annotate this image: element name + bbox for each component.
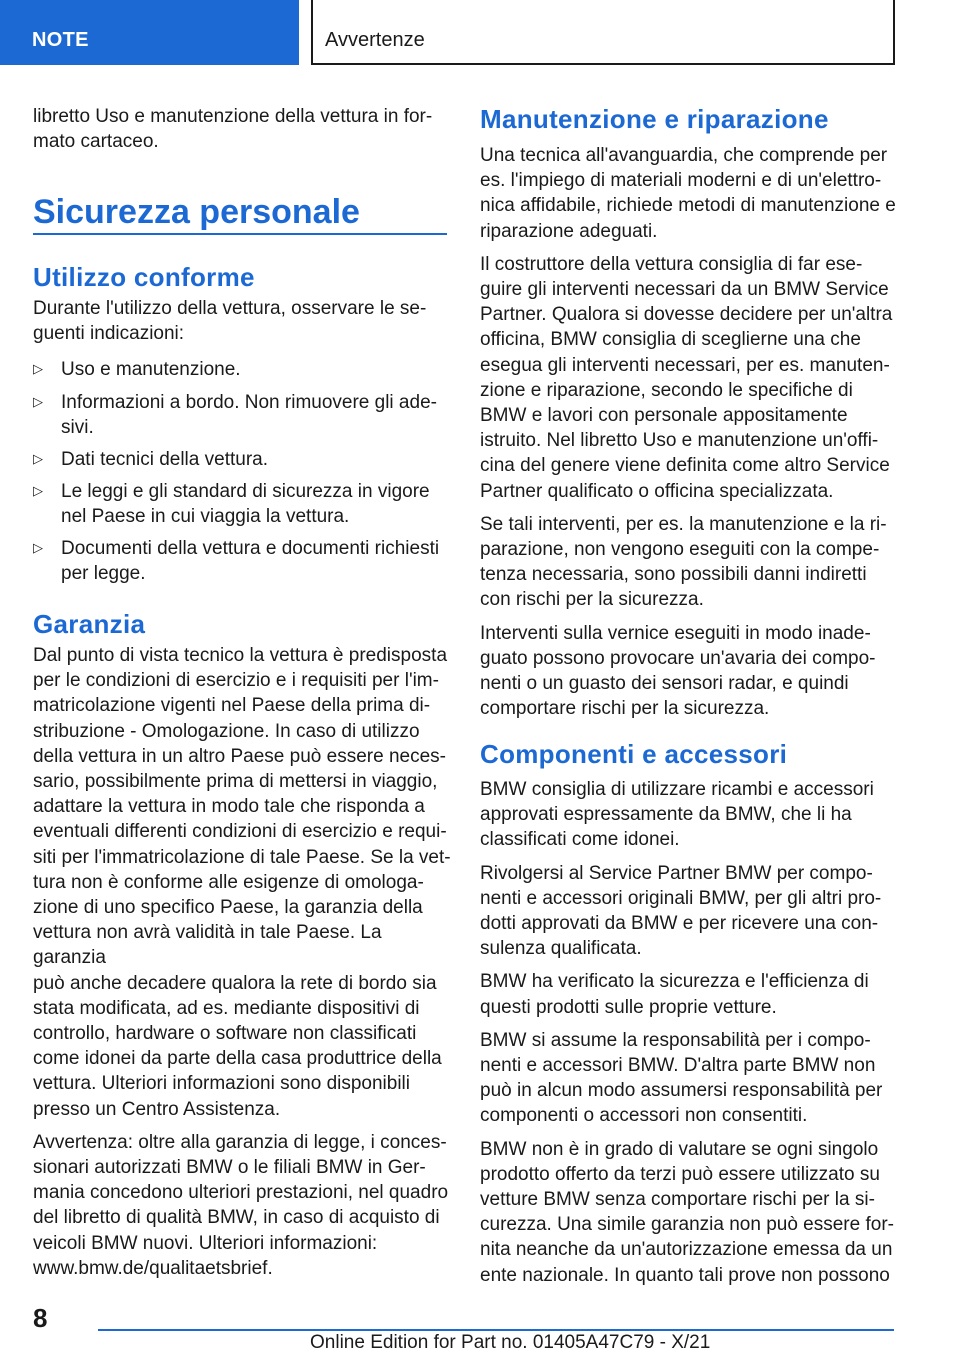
list-item-text: Documenti della vettura e documenti richiesti per legge. xyxy=(61,538,440,585)
section-text-garanzia xyxy=(33,643,453,1281)
edition-note: Online Edition for Part no. 01405A47C79 - X/21 xyxy=(310,1332,711,1353)
page-number: 8 xyxy=(33,1303,48,1333)
triangle-bullet-icon: ▷ xyxy=(33,540,43,555)
header-divider-left xyxy=(311,0,313,65)
intro-paragraph xyxy=(33,104,447,154)
section-title-utilizzo: Utilizzo conforme xyxy=(33,262,255,292)
section-label: NOTE xyxy=(32,29,89,51)
section-text-componenti xyxy=(480,777,900,1288)
section-title-garanzia: Garanzia xyxy=(33,609,146,639)
section-text-utilizzo xyxy=(33,296,447,346)
list-item-text: Uso e manutenzione. xyxy=(61,359,241,380)
section-title-componenti: Componenti e accessori xyxy=(480,739,788,769)
paragraph: BMW consiglia di utilizzare ricambi e accessori approvati espressamente da BMW, che li ha classificati come idonei. xyxy=(480,779,874,851)
list-item-text: Informazioni a bordo. Non rimuovere gli ade- sivi. xyxy=(61,392,437,439)
intro-text: libretto Uso e manutenzione della vettura in for- mato cartaceo. xyxy=(33,106,433,153)
paragraph: Interventi sulla vernice eseguiti in modo inade- guato possono provocare un'avaria dei compo- nenti o un guasto dei sensori radar, e quindi comportare rischi per la sicurezza. xyxy=(480,622,876,720)
footer-rule xyxy=(98,1329,894,1331)
heading-rule xyxy=(33,233,447,235)
paragraph: Dal punto di vista tecnico la vettura è predisposta per le condizioni di esercizio e i requisiti per l'im- matricolazione vigenti nel Paese della prima di- stribuzione - Omologazione. In caso di utilizzo della vettura in un altro Paese può essere neces- sario, possibilmente prima di mettersi in viaggio, adattare la vettura in modo tale che risponda a eventuali differenti condizioni di esercizio e requi- siti per l'immatricolazione di tale Paese. Se la vet- tura non è conforme alle esigenze di omologa- zione di uno specifico Paese, la garanzia della vettura non avrà validità in tale Paese. La garanzia può anche decadere qualora la rete di bordo sia stata modificata, ad es. mediante dispositivi di controllo, hardware o software non classificati come idonei da parte della casa produttrice della vettura. Ulteriori informazioni sono disponibili presso un Centro Assistenza. xyxy=(33,645,451,1120)
header-rule xyxy=(311,63,895,65)
paragraph: Durante l'utilizzo della vettura, osservare le se- guenti indicazioni: xyxy=(33,298,427,345)
paragraph: Il costruttore della vettura consiglia di far ese- guire gli interventi necessari da un BMW Service Partner. Qualora si dovesse decidere per un'altra officina, BMW consiglia di sceglierne una che esegua gli interventi necessari, per es. manuten- zione e riparazione, secondo le specifiche di BMW e lavori con personale appositamente istruito. Nel libretto Uso e manutenzione un'offi- cina del genere viene definita come altro Service Partner qualificato o officina specializzata. xyxy=(480,253,893,502)
triangle-bullet-icon: ▷ xyxy=(33,483,43,498)
paragraph: Avvertenza: oltre alla garanzia di legge, i conces- sionari autorizzati BMW o le filiali BMW in Ger- mania concedono ulteriori prestazioni, nel quadro del libretto di qualità BMW, in caso di acquisto di veicoli BMW nuovi. Ulteriori informazioni: www.bmw.de/qualitaetsbrief. xyxy=(33,1131,449,1279)
paragraph: Se tali interventi, per es. la manutenzione e la ri- parazione, non vengono eseguiti con la compe- tenza necessaria, sono possibili danni indiretti con rischi per la sicurezza. xyxy=(480,513,887,611)
list-item-text: Le leggi e gli standard di sicurezza in vigore nel Paese in cui viaggia la vettura. xyxy=(61,481,430,528)
paragraph: BMW ha verificato la sicurezza e l'efficienza di questi prodotti sulle proprie vetture. xyxy=(480,971,869,1018)
section-tab xyxy=(0,0,299,65)
list-item-text: Dati tecnici della vettura. xyxy=(61,449,268,470)
section-title-manutenzione: Manutenzione e riparazione xyxy=(480,104,829,134)
page-heading: Sicurezza personale xyxy=(33,193,360,231)
triangle-bullet-icon: ▷ xyxy=(33,451,43,466)
paragraph: Una tecnica all'avanguardia, che comprende per es. l'impiego di materiali moderni e di un'elettro- nica affidabile, richiede metodi di manutenzione e riparazione adeguati. xyxy=(480,145,896,242)
triangle-bullet-icon: ▷ xyxy=(33,394,43,409)
paragraph: Rivolgersi al Service Partner BMW per compo- nenti e accessori originali BMW, per gli altri pro- dotti approvati da BMW e per ricevere una con- sulenza qualificata. xyxy=(480,862,882,960)
triangle-bullet-icon: ▷ xyxy=(33,361,43,376)
paragraph: BMW si assume la responsabilità per i compo- nenti e accessori BMW. D'altra parte BMW non può in alcun modo assumersi responsabilità per componenti o accessori non consentiti. xyxy=(480,1029,883,1127)
chapter-title: Avvertenze xyxy=(325,29,425,51)
paragraph: BMW non è in grado di valutare se ogni singolo prodotto offerto da terzi può essere utilizzato su vetture BMW senza comportare rischi per la si- curezza. Una simile garanzia non può essere for- nita neanche da un'autorizzazione emessa da un ente nazionale. In quanto tali prove non possono xyxy=(480,1138,894,1286)
header-divider-right xyxy=(893,0,895,65)
section-text-manutenzione xyxy=(480,143,900,721)
